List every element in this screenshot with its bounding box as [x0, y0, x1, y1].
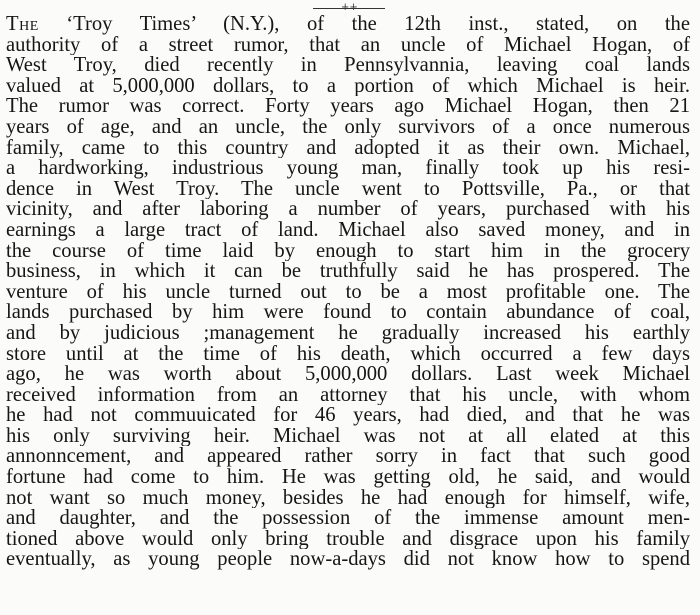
article-line: he had not commuuicated for 46 years, had died, and that he was: [6, 405, 690, 426]
article-line: store until at the time of his death, which occurred a few days: [6, 343, 690, 365]
article-line: annonncement, and appeared rather sorry in fact that such good: [6, 446, 690, 468]
article-line: [6, 14, 690, 35]
article-line: family, came to this country and adopted it as their own. Michael,: [6, 137, 690, 159]
lead-word: The: [6, 14, 39, 35]
article-body: [6, 14, 690, 570]
article-line: fortune had come to him. He was getting old, he said, and would: [6, 467, 690, 488]
article-line: years of age, and an uncle, the only survivors of a once numerous: [6, 116, 690, 138]
article-line: business, in which it can be truthfully said he has prospered. The: [6, 261, 690, 282]
article-line: not want so much money, besides he had enough for himself, wife,: [6, 487, 690, 509]
article-line: dence in West Troy. The uncle went to Pottsville, Pa., or that: [6, 178, 690, 200]
article-line: authority of a street rumor, that an uncle of Michael Hogan, of: [6, 34, 690, 56]
article-line: valued at 5,000,000 dollars, to a portion of which Michael is heir.: [6, 75, 690, 97]
article-line: a hardworking, industrious young man, finally took up his resi-: [6, 158, 690, 179]
article-line: and by judicious ;management he gradually increased his earthly: [6, 322, 690, 344]
article-line: the course of time laid by enough to start him in the grocery: [6, 240, 690, 262]
article-line-text: ‘Troy Times’ (N.Y.), of the 12th inst., stated, on the: [38, 14, 690, 35]
article-line: his only surviving heir. Michael was not at all elated at this: [6, 425, 690, 447]
article-line: lands purchased by him were found to contain abundance of coal,: [6, 302, 690, 323]
ornamental-divider: [313, 2, 385, 13]
article-line: venture of his uncle turned out to be a most profitable one. The: [6, 281, 690, 303]
article-line: eventually, as young people now-a-days did not know how to spend: [6, 549, 690, 571]
article-line: tioned above would only bring trouble and disgrace upon his family: [6, 528, 690, 550]
article-line: The rumor was correct. Forty years ago Michael Hogan, then 21: [6, 96, 690, 117]
article-line: received information from an attorney that his uncle, with whom: [6, 384, 690, 406]
article-line: earnings a large tract of land. Michael also saved money, and in: [6, 219, 690, 241]
article-line: ago, he was worth about 5,000,000 dollars. Last week Michael: [6, 364, 690, 385]
article-line: West Troy, died recently in Pennsylvannia, leaving coal lands: [6, 55, 690, 76]
article-line: vicinity, and after laboring a number of years, purchased with his: [6, 199, 690, 220]
divider-ornament: ++: [341, 2, 358, 13]
article-line: and daughter, and the possession of the immense amount men-: [6, 508, 690, 529]
